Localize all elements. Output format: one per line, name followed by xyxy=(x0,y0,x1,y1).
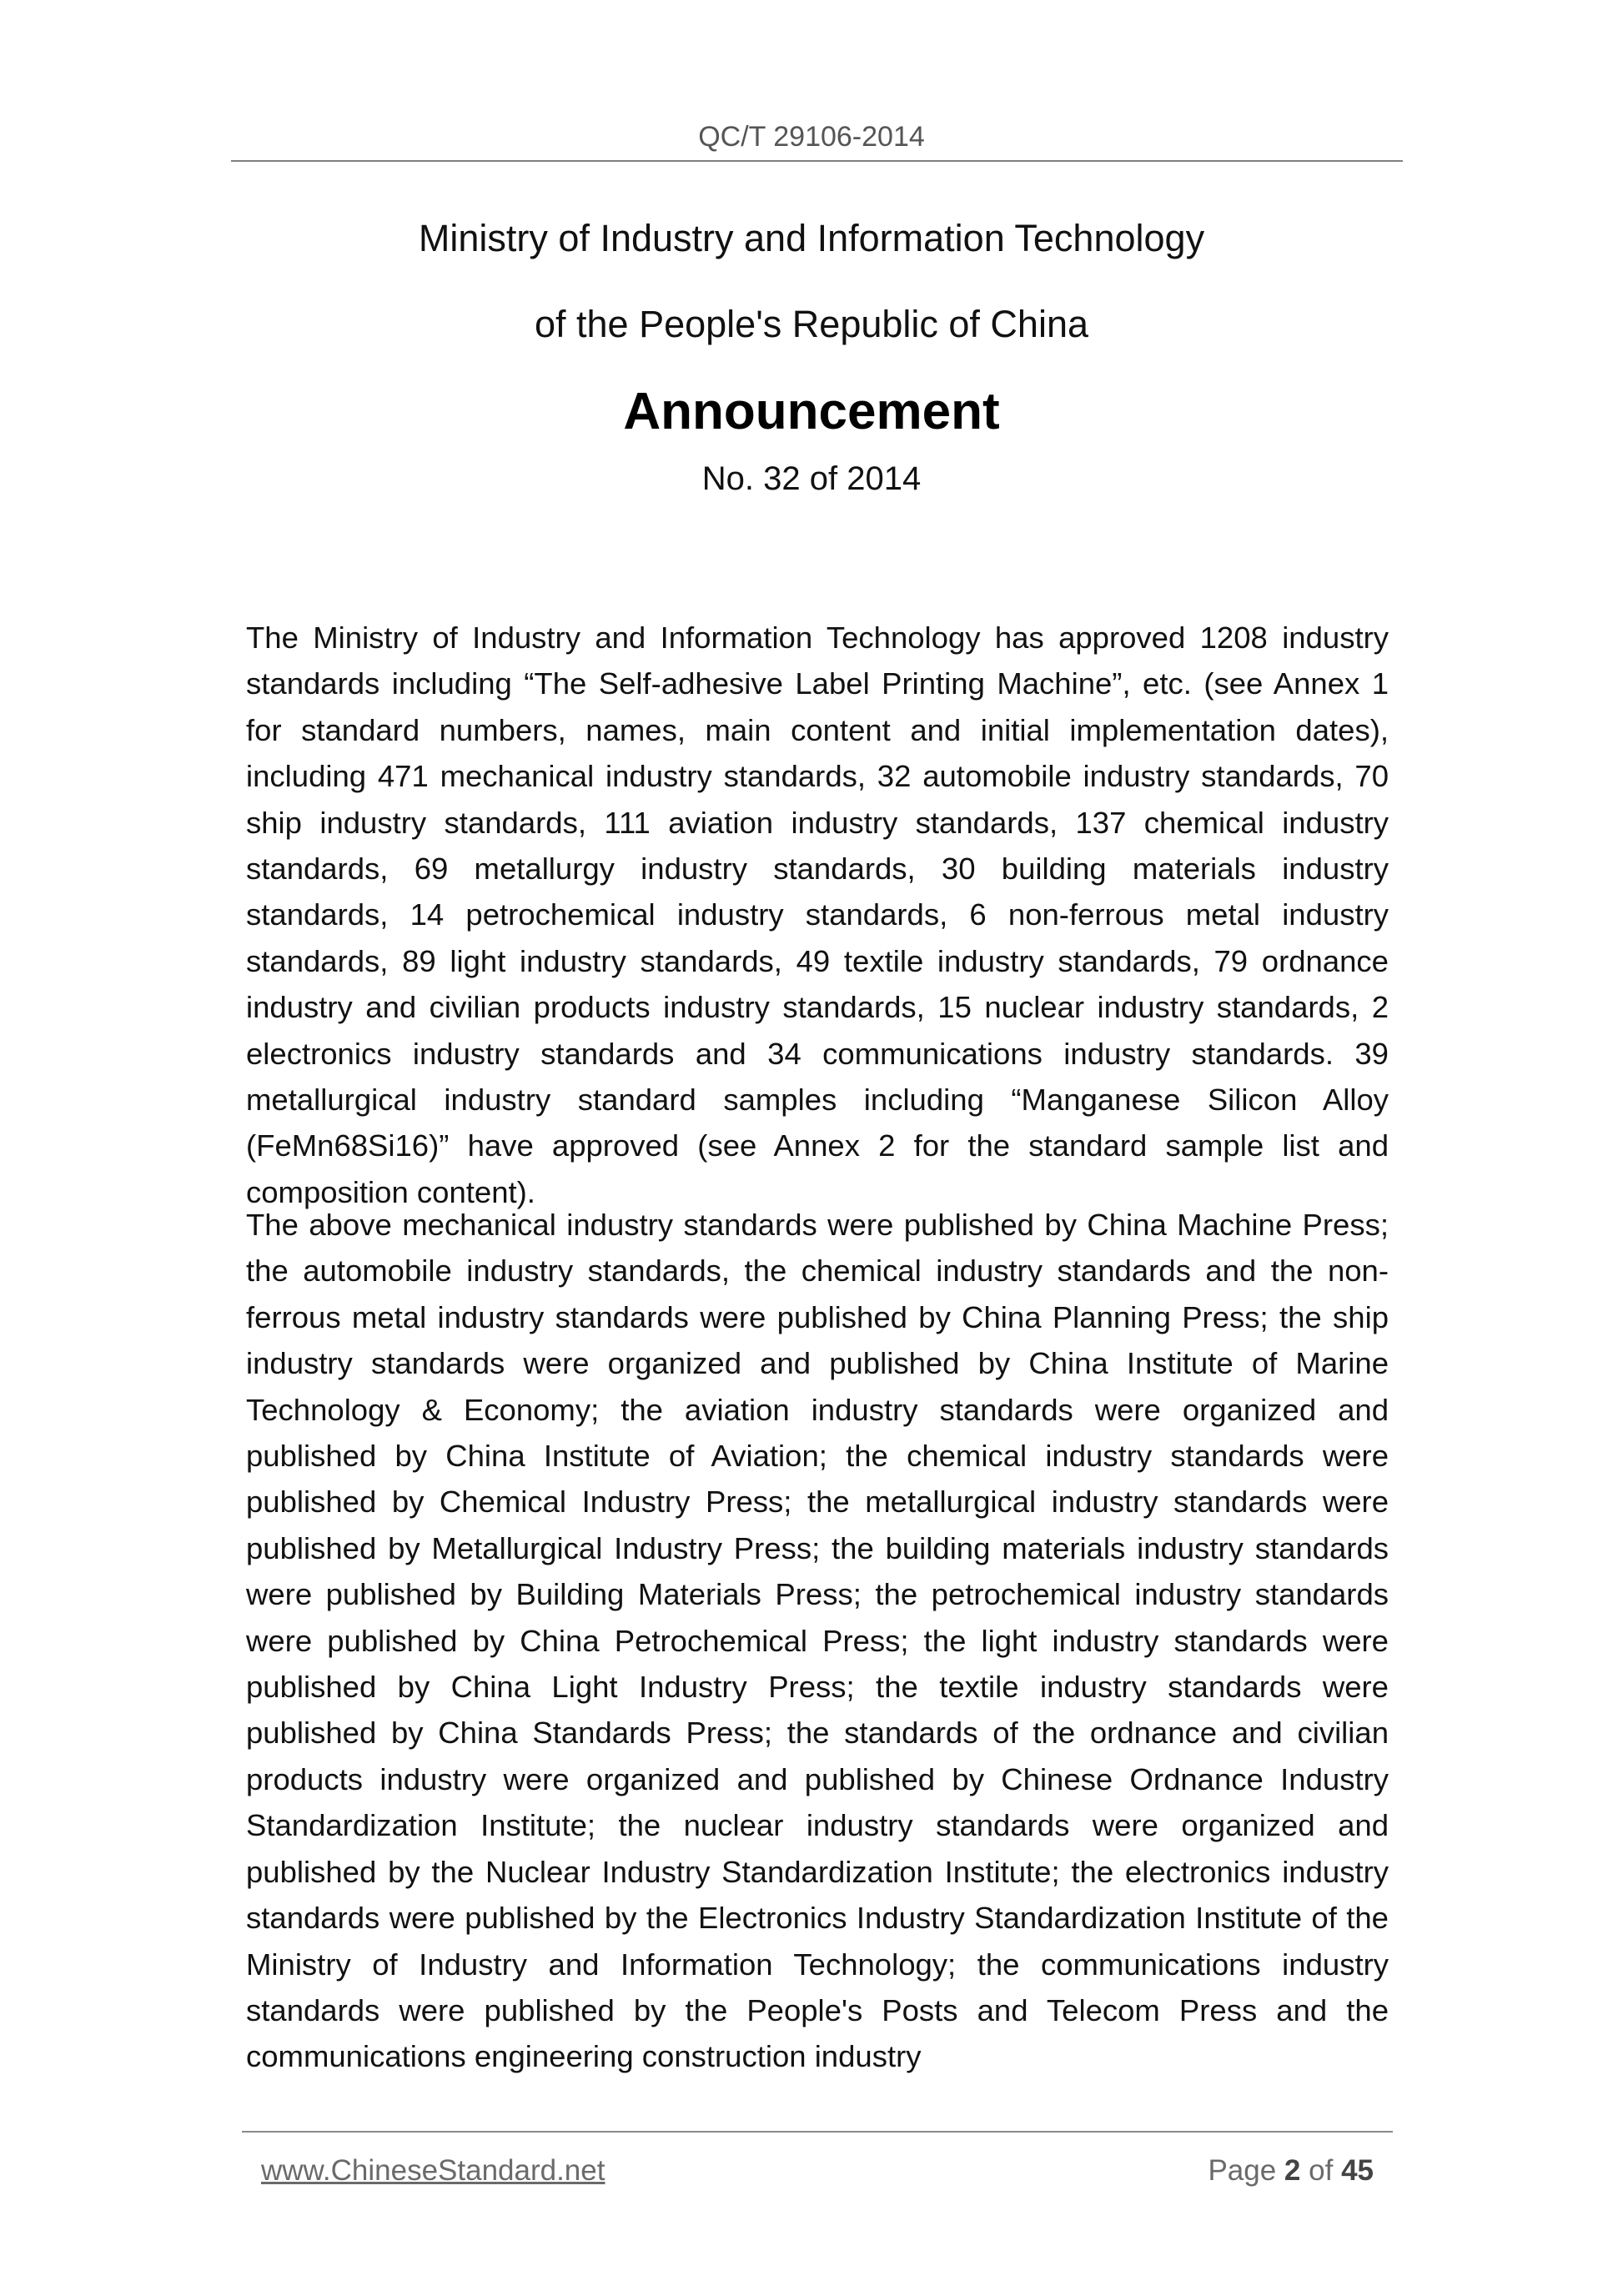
footer-divider xyxy=(242,2131,1393,2133)
ministry-title-line2: of the People's Republic of China xyxy=(534,303,1088,345)
website-link[interactable]: www.ChineseStandard.net xyxy=(261,2154,605,2187)
document-code: QC/T 29106-2014 xyxy=(698,121,925,153)
body-paragraph-2: The above mechanical industry standards were published by China Machine Press; the automobile industry standards, the chemical industry standards and the non-ferrous metal industry standards were published by China Planning Press; the ship industry standards were organized and published by China Institute of Marine Technology & Economy; the aviation industry standards were organized and published by China Institute of Aviation; the chemical industry standards were published by Chemical Industry Press; the metallurgical industry standards were published by Metallurgical Industry Press; the building materials industry standards were published by Building Materials Press; the petrochemical industry standards were published by China Petrochemical Press; the light industry standards were published by China Light Industry Press; the textile industry standards were published by China Standards Press; the standards of the ordnance and civilian products industry were organized and published by Chinese Ordnance Industry Standardization Institute; the nuclear industry standards were organized and published by the Nuclear Industry Standardization Institute; the electronics industry standards were published by the Electronics Industry Standardization Institute of the Ministry of Industry and Information Technology; the communications industry standards were published by the People's Posts and Telecom Press and the communications engineering construction industry xyxy=(246,1208,1389,2074)
page-of-label: of xyxy=(1309,2154,1334,2187)
announcement-number: No. 32 of 2014 xyxy=(701,460,922,497)
header-divider xyxy=(231,160,1403,162)
page-indicator xyxy=(1208,2154,1374,2188)
page-label: Page xyxy=(1208,2154,1277,2187)
announcement-heading: Announcement xyxy=(623,383,1000,440)
ministry-title-line1: Ministry of Industry and Information Technology xyxy=(418,217,1205,259)
page-current: 2 xyxy=(1284,2154,1301,2187)
page-total: 45 xyxy=(1341,2154,1374,2187)
body-paragraph-1: The Ministry of Industry and Information Technology has approved 1208 industry standards including “The Self-adhesive Label Printing Machine”, etc. (see Annex 1 for standard numbers, names, main content and initial implementation dates), including 471 mechanical industry standards, 32 automobile industry standards, 70 ship industry standards, 111 aviation industry standards, 137 chemical industry standards, 69 metallurgy industry standards, 30 building materials industry standards, 14 petrochemical industry standards, 6 non-ferrous metal industry standards, 89 light industry standards, 49 textile industry standards, 79 ordnance industry and civilian products industry standards, 15 nuclear industry standards, 2 electronics industry standards and 34 communications industry standards. 39 metallurgical industry standard samples including “Manganese Silicon Alloy (FeMn68Si16)” have approved (see Annex 2 for the standard sample list and composition content). xyxy=(246,620,1389,1209)
